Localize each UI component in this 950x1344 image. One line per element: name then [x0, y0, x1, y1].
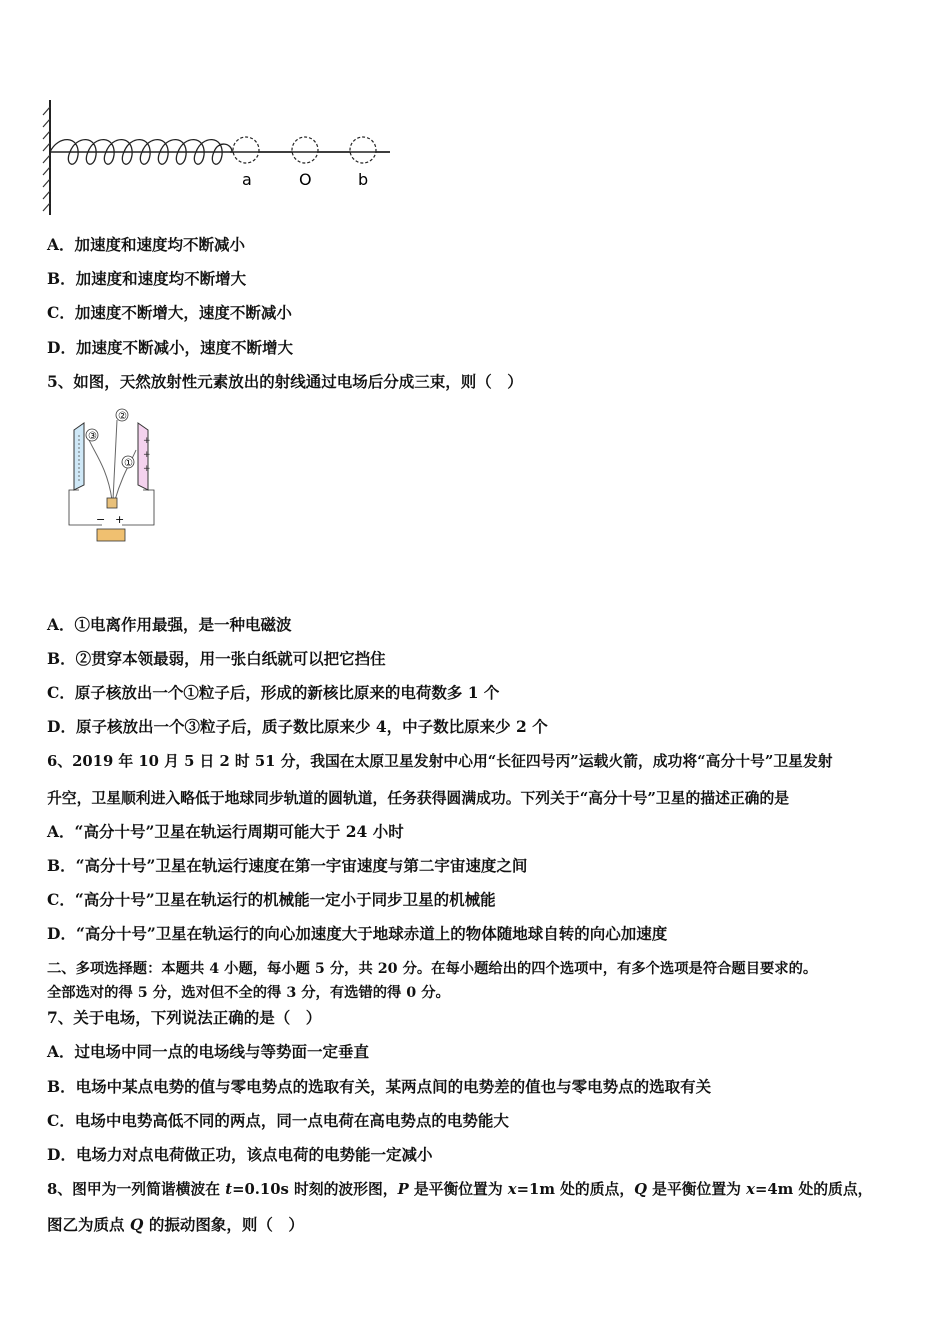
- q7-option-a: A．过电场中同一点的电场线与等势面一定垂直: [47, 1042, 370, 1061]
- label-o: O: [299, 170, 312, 189]
- section2-line2: 全部选对的得 5 分，选对但不全的得 3 分，有选错的得 0 分。: [47, 985, 450, 1001]
- q6-option-d: D．“高分十号”卫星在轨运行的向心加速度大于地球赤道上的物体随地球自转的向心加速度: [47, 924, 668, 943]
- q5-option-a: A．①电离作用最强，是一种电磁波: [47, 615, 292, 634]
- svg-text:+: +: [115, 513, 125, 526]
- q5-option-b: B．②贯穿本领最弱，用一张白纸就可以把它挡住: [47, 649, 386, 668]
- label-1: ①: [124, 458, 133, 469]
- q4-option-a: A．加速度和速度均不断减小: [47, 235, 246, 254]
- q6-stem-line1: 6、2019 年 10 月 5 日 2 时 51 分，我国在太原卫星发射中心用“长征四号丙”运载火箭，成功将“高分十号”卫星发射: [47, 753, 833, 770]
- q4-option-b: B．加速度和速度均不断增大: [47, 269, 247, 288]
- svg-text:+: +: [143, 464, 151, 474]
- svg-text:−: −: [96, 513, 106, 526]
- q7-option-c: C．电场中电势高低不同的两点，同一点电荷在高电势点的电势能大: [47, 1111, 509, 1130]
- label-2: ②: [118, 411, 127, 422]
- radiation-field-figure: [62, 405, 162, 545]
- q4-option-d: D．加速度不断减小，速度不断增大: [47, 338, 293, 357]
- label-3: ③: [88, 431, 97, 442]
- q5-stem: 5、如图，天然放射性元素放出的射线通过电场后分成三束，则（ ）: [47, 372, 523, 391]
- svg-text:+: +: [143, 450, 151, 460]
- section2-line1: 二、多项选择题：本题共 4 小题，每小题 5 分，共 20 分。在每小题给出的四个选项中，有多个选项是符合题目要求的。: [47, 961, 818, 977]
- label-b: b: [358, 170, 369, 189]
- q6-stem-line2: 升空，卫星顺利进入略低于地球同步轨道的圆轨道，任务获得圆满成功。下列关于“高分十号”卫星的描述正确的是: [47, 790, 790, 807]
- q7-option-b: B．电场中某点电势的值与零电势点的选取有关，某两点间的电势差的值也与零电势点的选取有关: [47, 1077, 712, 1096]
- spring-oscillator-figure: [40, 95, 400, 220]
- q4-option-c: C．加速度不断增大，速度不断减小: [47, 303, 292, 322]
- q5-option-c: C．原子核放出一个①粒子后，形成的新核比原来的电荷数多 1 个: [47, 683, 500, 702]
- q6-option-b: B．“高分十号”卫星在轨运行速度在第一宇宙速度与第二宇宙速度之间: [47, 856, 528, 875]
- q5-option-d: D．原子核放出一个③粒子后，质子数比原来少 4，中子数比原来少 2 个: [47, 717, 548, 736]
- label-a: a: [242, 170, 252, 189]
- q6-option-a: A．“高分十号”卫星在轨运行周期可能大于 24 小时: [47, 822, 404, 841]
- q7-stem: 7、关于电场，下列说法正确的是（ ）: [47, 1008, 322, 1027]
- q6-option-c: C．“高分十号”卫星在轨运行的机械能一定小于同步卫星的机械能: [47, 890, 496, 909]
- q8-stem-line1: 8、图甲为一列简谐横波在 t=0.10s 时刻的波形图，P 是平衡位置为 x=1m 处的质点，Q 是平衡位置为 x=4m 处的质点，: [47, 1181, 873, 1198]
- q8-stem-line2: 图乙为质点 Q 的振动图象，则（ ）: [47, 1215, 304, 1234]
- q7-option-d: D．电场力对点电荷做正功，该点电荷的电势能一定减小: [47, 1145, 433, 1164]
- svg-text:+: +: [143, 436, 151, 446]
